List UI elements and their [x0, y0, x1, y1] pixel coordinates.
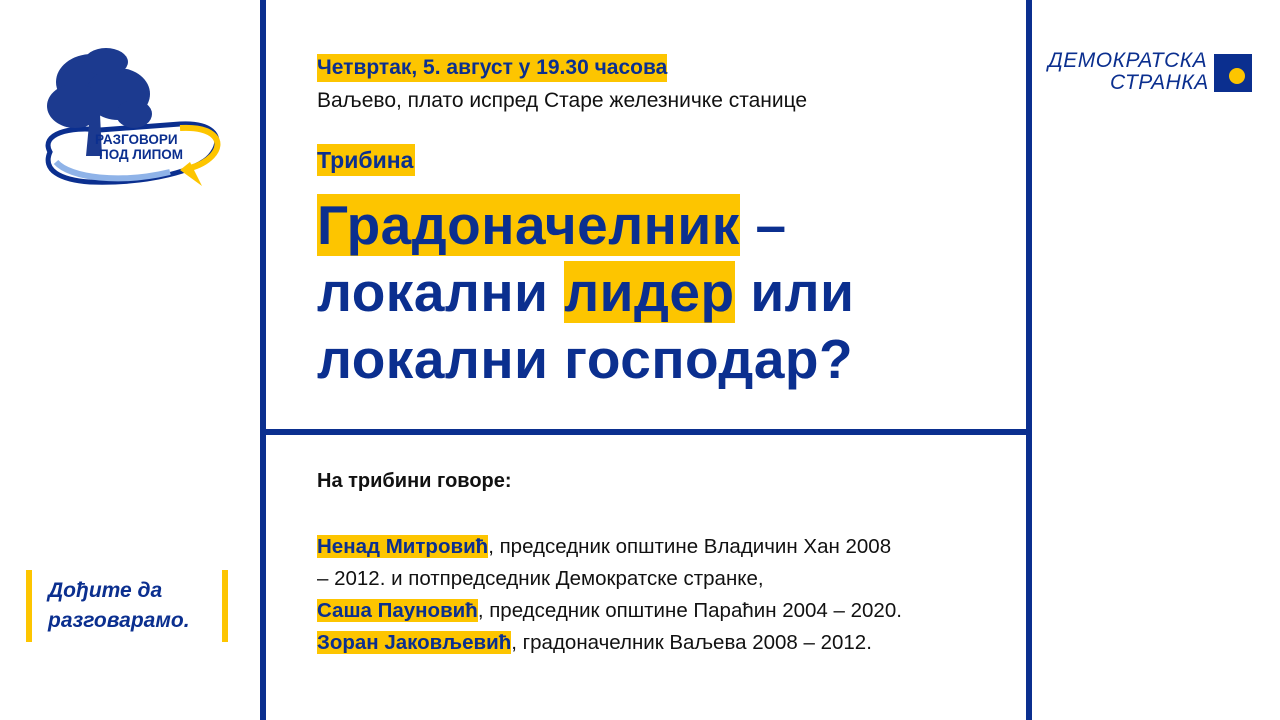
title-lokalni-1: локални [317, 261, 565, 323]
ds-logo-line1: ДЕМОКРАТСКА [1048, 49, 1208, 72]
speaker-1-line-2: – 2012. и потпредседник Демократске странке, [317, 567, 764, 590]
frame-left-line [260, 0, 266, 720]
cta-left-bar [26, 570, 32, 642]
logo-left-text [95, 132, 185, 162]
razgovori-pod-lipom-logo [30, 44, 230, 194]
title-line-3: локални господар? [317, 328, 854, 390]
event-title [317, 192, 1017, 393]
speaker-1-desc-a: , председник општине Владичин Хан 2008 [488, 535, 892, 558]
title-dash: – [739, 194, 787, 256]
title-line-2 [317, 259, 1017, 326]
speakers-list [317, 531, 1017, 659]
event-location: Ваљево, плато испред Старе железничке станице [317, 89, 808, 112]
linden-tree-icon [30, 44, 230, 194]
ds-logo-line2: СТРАНКА [1110, 71, 1209, 94]
event-type: Трибина [317, 144, 415, 176]
call-to-action [26, 570, 228, 642]
speaker-2-name: Саша Пауновић [317, 599, 478, 622]
speaker-2-line [317, 595, 1017, 627]
frame-divider-line [260, 429, 1032, 435]
logo-left-line2: ПОД ЛИПОМ [99, 147, 184, 162]
cta-text [48, 576, 190, 636]
cta-line2: разговарамо. [48, 609, 190, 632]
title-line-1 [317, 192, 1017, 259]
frame-right-line [1026, 0, 1032, 720]
speaker-2-desc: , председник општине Параћин 2004 – 2020. [477, 599, 902, 622]
cta-right-bar [222, 570, 228, 642]
sun-dot-icon [1229, 68, 1245, 84]
demokratska-stranka-logo-text [1048, 50, 1209, 94]
speakers-heading: На трибини говоре: [317, 470, 512, 492]
speaker-1-name: Ненад Митровић [317, 535, 489, 558]
logo-left-line1: РАЗГОВОРИ [95, 132, 178, 147]
speaker-3-name: Зоран Јаковљевић [317, 631, 512, 654]
title-ili: или [734, 261, 855, 323]
title-highlight-lider: лидер [564, 261, 735, 323]
cta-line1: Дођите да [48, 579, 163, 602]
speaker-3-desc: , градоначелник Ваљева 2008 – 2012. [511, 631, 872, 654]
speaker-1-line-1 [317, 531, 1017, 563]
speaker-3-line [317, 627, 1017, 659]
demokratska-stranka-logo-icon [1214, 54, 1252, 92]
event-date-time: Четвртак, 5. август у 19.30 часова [317, 54, 667, 82]
title-highlight-gradonacelnik: Градоначелник [317, 194, 740, 256]
